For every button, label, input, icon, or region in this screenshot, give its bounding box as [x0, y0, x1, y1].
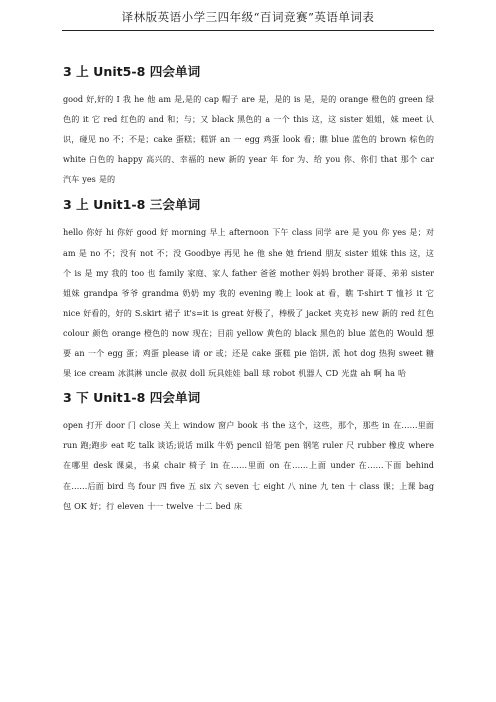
section-3a-unit1-8 [63, 197, 434, 383]
word-list: good 好,好的 I 我 he 他 am 是,是的 cap 帽子 are 是，是的 is 是，是的 orange 橙色的 green 绿色的 it 它 red 红色的 and 和；与；又 black 黑色的 a 一个 this 这，这 sister 姐姐，妹 meet 认识，碰见 no 不；不是；cake 蛋糕；糕饼 an 一 egg 鸡蛋 look 看；瞧 blue 蓝色的 brown 棕色的 white 白色的 happy 高兴的、幸福的 new 新的 year 年 for 为、给 you 你、你们 that 那个 car 汽车 yes 是的 [63, 94, 434, 185]
section-title: 3 下 Unit1-8 四会单词 [63, 390, 201, 406]
word-list: hello 你好 hi 你好 good 好 morning 早上 afternoon 下午 class 同学 are 是 you 你 yes 是；对 am 是 no 不；没有 not 不；没 Goodbye 再见 he 他 she 她 friend 朋友 sister 姐妹 this 这，这个 is 是 my 我的 too 也 family 家庭、家人 father 爸爸 mother 妈妈 brother 哥哥、弟弟 sister 姐妹 grandpa 爷爷 grandma 奶奶 my 我的 evening 晚上 look at 看，瞧 T-shirt T 恤衫 it 它 nice 好看的，好的 S.skirt 裙子 it's=it is great 好极了，棒极了 jacket 夹克衫 new 新的 red 红色 colour 颜色 orange 橙色的 now 现在；目前 yellow 黄色的 black 黑色的 blue 蓝色的 Would 想要 an 一个 egg 蛋；鸡蛋 please 请 or 或；还是 cake 蛋糕 pie 馅饼, 派 hot dog 热狗 sweet 糖果 ice cream 冰淇淋 uncle 叔叔 doll 玩具娃娃 ball 球 robot 机器人 CD 光盘 ah 啊 ha 哈 [63, 227, 434, 379]
page-header: 译林版英语小学三四年级“百词竞赛”英语单词表 [62, 6, 434, 31]
page-content [63, 64, 434, 522]
section-3a-unit5-8 [63, 64, 434, 189]
word-list: open 打开 door 门 close 关上 window 窗户 book 书 the 这个，这些，那个，那些 in 在……里面 run 跑;跑步 eat 吃 talk 谈话;说话 milk 牛奶 pencil 铅笔 pen 钢笔 ruler 尺 rubber 橡皮 where 在哪里 desk 课桌，书桌 chair 椅子 in 在……里面 on 在……上面 under 在……下面 behind 在……后面 bird 鸟 four 四 five 五 six 六 seven 七 eight 八 nine 九 ten 十 class 课；上课 bag 包 OK 好；行 eleven 十一 twelve 十二 bed 床 [63, 420, 435, 511]
section-title: 3 上 Unit5-8 四会单词 [63, 64, 201, 79]
section-3b-unit1-8 [63, 390, 434, 515]
section-title: 3 上 Unit1-8 三会单词 [63, 197, 201, 213]
